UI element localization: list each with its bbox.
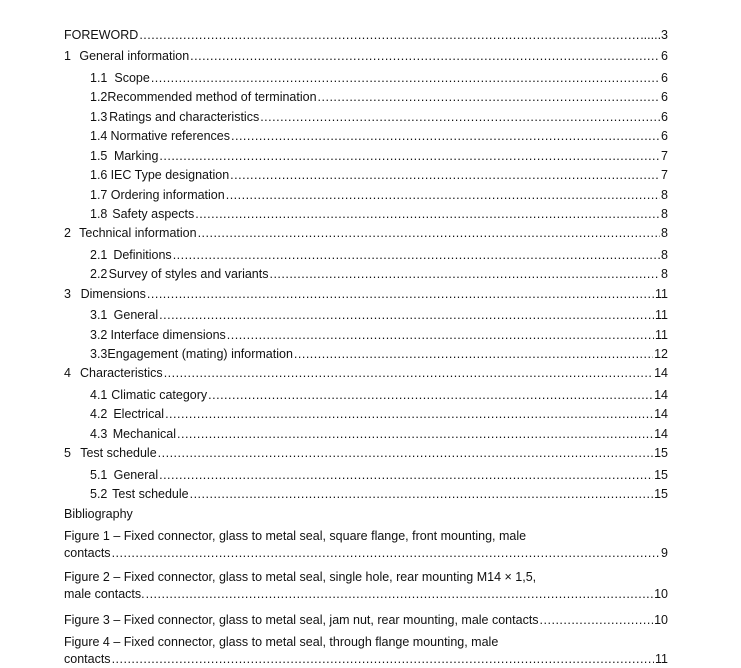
- toc-label: General information: [79, 49, 190, 63]
- subsection-number: 1.5: [90, 149, 108, 163]
- subsection-number: 1.4: [90, 129, 108, 143]
- toc-page: 11: [655, 328, 668, 342]
- toc-subsection-3-3[interactable]: [64, 345, 668, 363]
- subsection-number: 1.8: [90, 207, 108, 221]
- toc-subsection-4-2[interactable]: [64, 405, 668, 423]
- toc-subsection-1-8[interactable]: [64, 205, 668, 223]
- toc-page: 15: [654, 468, 668, 482]
- leader-dots: [159, 147, 660, 165]
- toc-subsection-2-2[interactable]: [64, 265, 668, 283]
- toc-page: 8: [661, 226, 668, 240]
- toc-subsection-1-2[interactable]: [64, 88, 668, 106]
- toc-page: 10: [654, 613, 668, 627]
- subsection-number: 2.1: [90, 248, 108, 262]
- toc-section-3[interactable]: [64, 285, 668, 303]
- subsection-number: 3.1: [90, 308, 108, 322]
- leader-dots: [164, 364, 653, 382]
- figure-title-continuation: Figure 3 – Fixed connector, glass to metal seal, jam nut, rear mounting, male contacts: [64, 613, 539, 627]
- section-number: 2: [64, 226, 71, 240]
- toc-section-1[interactable]: [64, 47, 668, 65]
- subsection-number: 1.3: [90, 110, 108, 124]
- toc-section-4[interactable]: [64, 364, 668, 382]
- toc-label: Interface dimensions: [110, 328, 226, 342]
- leader-dots: [231, 127, 660, 145]
- leader-dots: [173, 246, 660, 264]
- toc-label: General: [113, 308, 159, 322]
- toc-label: Test schedule: [80, 446, 157, 460]
- leader-dots: [147, 285, 654, 303]
- leader-dots: [190, 485, 653, 503]
- leader-dots: [195, 205, 660, 223]
- toc-page: 12: [654, 347, 668, 361]
- toc-page: 11: [655, 287, 668, 301]
- leader-dots: [208, 386, 653, 404]
- toc-label: Normative references: [110, 129, 231, 143]
- leader-dots: [112, 651, 654, 668]
- leader-dots: [227, 326, 654, 344]
- leader-dots: [159, 306, 654, 324]
- figure-title-line: Figure 4 – Fixed connector, glass to metal seal, through flange mounting, male: [64, 635, 499, 649]
- toc-section-2[interactable]: [64, 224, 668, 242]
- toc-figure-1[interactable]: [64, 528, 668, 562]
- toc-label: Technical information: [79, 226, 197, 240]
- leader-dots: [112, 545, 660, 562]
- toc-subsection-1-7[interactable]: [64, 186, 668, 204]
- toc-page: 14: [654, 366, 668, 380]
- toc-subsection-5-1[interactable]: [64, 466, 668, 484]
- toc-page: 15: [654, 446, 668, 460]
- toc-page: 8: [661, 248, 668, 262]
- figure-title-line: Figure 1 – Fixed connector, glass to metal seal, square flange, front mounting, male: [64, 529, 527, 543]
- toc-label: Electrical: [113, 407, 165, 421]
- subsection-number: 1.7: [90, 188, 108, 202]
- toc-page: 6: [661, 90, 668, 104]
- section-number: 1: [64, 49, 71, 63]
- toc-page: 8: [661, 188, 668, 202]
- toc-page: 9: [661, 546, 668, 560]
- toc-subsection-1-4[interactable]: [64, 127, 668, 145]
- toc-label: Ratings and characteristics: [109, 110, 260, 124]
- subsection-number: 4.1: [90, 388, 108, 402]
- subsection-number: 4.2: [90, 407, 108, 421]
- leader-dots: [159, 466, 653, 484]
- toc-entry-foreword[interactable]: [64, 26, 668, 44]
- subsection-number: 3.3: [90, 347, 108, 361]
- toc-page: ......3: [640, 28, 668, 42]
- leader-dots: [151, 69, 660, 87]
- leader-dots: [165, 405, 653, 423]
- section-number: 5: [64, 446, 71, 460]
- toc-label: Engagement (mating) information: [107, 347, 293, 361]
- subsection-number: 5.1: [90, 468, 108, 482]
- toc-section-5[interactable]: [64, 444, 668, 462]
- toc-page: 6: [661, 49, 668, 63]
- toc-label: IEC Type designation: [110, 168, 230, 182]
- toc-figure-3[interactable]: [64, 612, 668, 629]
- leader-dots: [158, 444, 653, 462]
- toc-label: Dimensions: [80, 287, 146, 301]
- leader-dots: [226, 186, 660, 204]
- toc-subsection-4-1[interactable]: [64, 386, 668, 404]
- section-number: 3: [64, 287, 71, 301]
- leader-dots: [139, 26, 639, 44]
- toc-page: 7: [661, 149, 668, 163]
- subsection-number: 5.2: [90, 487, 108, 501]
- figure-title-continuation: contacts: [64, 652, 111, 666]
- toc-page: 15: [654, 487, 668, 501]
- toc-page: 11: [655, 308, 668, 322]
- toc-page: 14: [654, 388, 668, 402]
- toc-page: 14: [654, 407, 668, 421]
- toc-page: 6: [661, 129, 668, 143]
- leader-dots: [318, 88, 661, 106]
- toc-page: 7: [661, 168, 668, 182]
- toc-page: 14: [654, 427, 668, 441]
- toc-page: 11: [655, 652, 668, 666]
- toc-label: Safety aspects: [112, 207, 195, 221]
- toc-entry-bibliography[interactable]: Bibliography: [64, 507, 133, 521]
- toc-subsection-4-3[interactable]: [64, 425, 668, 443]
- leader-dots: [230, 166, 660, 184]
- leader-dots: [260, 108, 660, 126]
- toc-figure-4[interactable]: [64, 634, 668, 668]
- subsection-number: 1.6: [90, 168, 108, 182]
- figure-title-line: Figure 2 – Fixed connector, glass to metal seal, single hole, rear mounting M14 × 1,5,: [64, 570, 537, 584]
- toc-subsection-5-2[interactable]: [64, 485, 668, 503]
- leader-dots: [540, 612, 654, 629]
- toc-figure-2[interactable]: [64, 569, 668, 603]
- toc-label: Survey of styles and variants: [108, 267, 269, 281]
- toc-page: 8: [661, 267, 668, 281]
- subsection-number: 1.1: [90, 71, 108, 85]
- toc-label: Scope: [114, 71, 150, 85]
- toc-label: Climatic category: [111, 388, 208, 402]
- toc-label: Characteristics: [80, 366, 163, 380]
- toc-subsection-1-5[interactable]: [64, 147, 668, 165]
- figure-title-continuation: male contacts.: [64, 587, 145, 601]
- toc-page: 8: [661, 207, 668, 221]
- figure-title-continuation: contacts: [64, 546, 111, 560]
- toc-label: Marking: [113, 149, 159, 163]
- section-number: 4: [64, 366, 71, 380]
- toc-page: 6: [661, 110, 668, 124]
- leader-dots: [198, 224, 660, 242]
- toc-label: FOREWORD: [64, 28, 139, 42]
- leader-dots: [269, 265, 660, 283]
- toc-subsection-2-1[interactable]: [64, 246, 668, 264]
- toc-label: Ordering information: [110, 188, 225, 202]
- subsection-number: 2.2: [90, 267, 108, 281]
- leader-dots: [146, 586, 654, 603]
- toc-page: 10: [654, 587, 668, 601]
- toc-label: Test schedule: [112, 487, 189, 501]
- toc-label: General: [113, 468, 159, 482]
- toc-page: 6: [661, 71, 668, 85]
- toc-subsection-1-6[interactable]: [64, 166, 668, 184]
- toc-subsection-1-1[interactable]: [64, 69, 668, 87]
- toc-subsection-3-1[interactable]: [64, 306, 668, 324]
- leader-dots: [190, 47, 660, 65]
- subsection-number: 4.3: [90, 427, 108, 441]
- toc-label: Recommended method of termination: [107, 90, 317, 104]
- subsection-number: 3.2: [90, 328, 108, 342]
- toc-subsection-1-3[interactable]: [64, 108, 668, 126]
- leader-dots: [294, 345, 653, 363]
- toc-label: Definitions: [113, 248, 172, 262]
- subsection-number: 1.2: [90, 90, 108, 104]
- toc-label: Mechanical: [112, 427, 176, 441]
- leader-dots: [177, 425, 653, 443]
- toc-subsection-3-2[interactable]: [64, 326, 668, 344]
